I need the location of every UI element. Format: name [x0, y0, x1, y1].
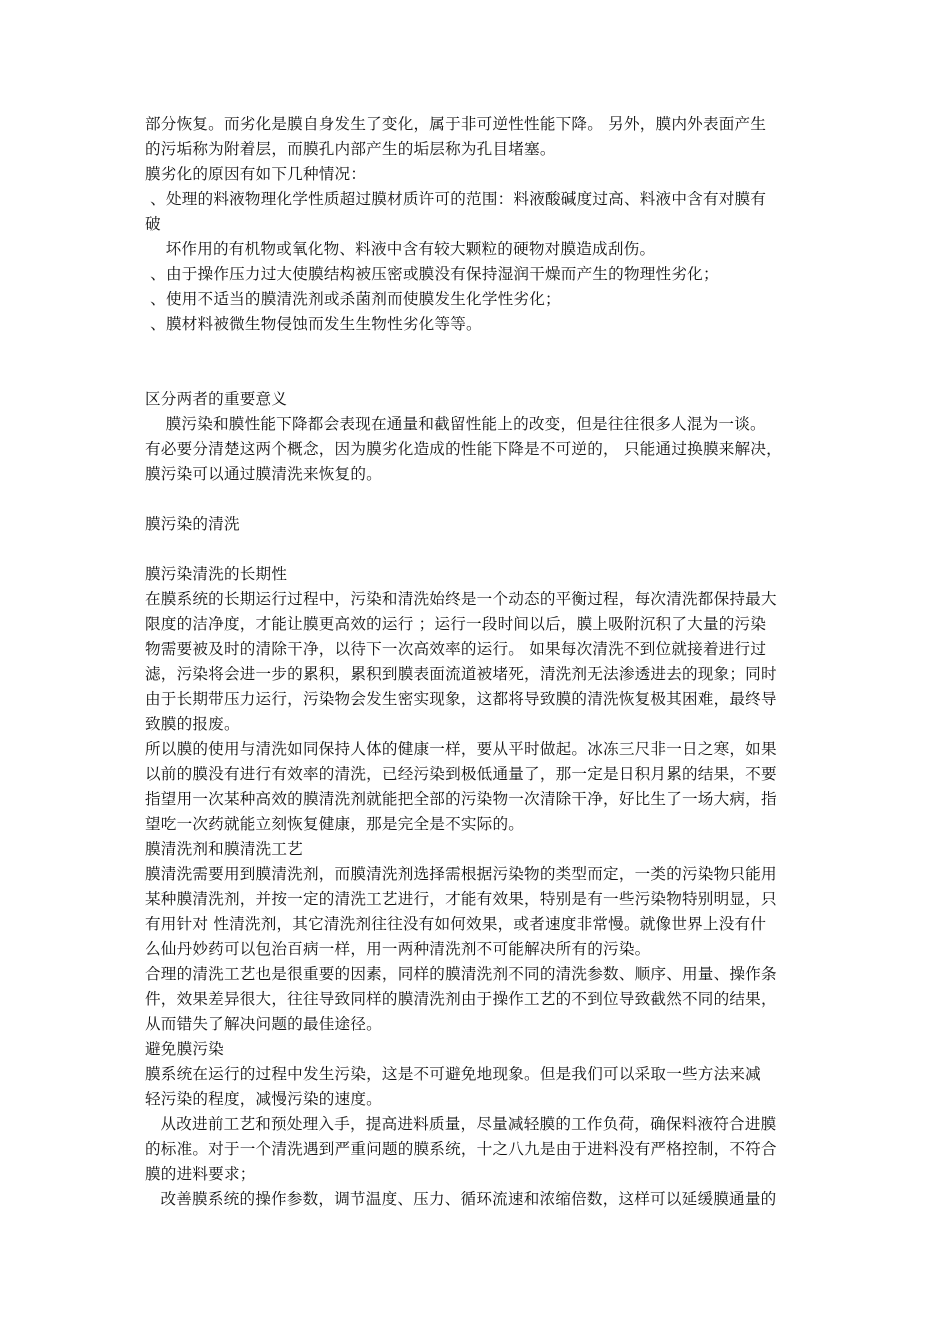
text-line: 膜系统在运行的过程中发生污染，这是不可避免地现象。但是我们可以采取一些方法来减 — [145, 1065, 761, 1083]
blank-line — [145, 487, 815, 512]
text-line: 区分两者的重要意义 — [145, 390, 288, 408]
text-line: 的污垢称为附着层，而膜孔内部产生的垢层称为孔目堵塞。 — [145, 140, 556, 158]
blank-line — [145, 337, 815, 362]
text-line: 滤，污染将会进一步的累积，累积到膜表面流道被堵死，清洗剂无法渗透进去的现象；同时 — [145, 665, 777, 683]
text-line: 、处理的料液物理化学性质超过膜材质许可的范围：料液酸碱度过高、料液中含有对膜有 — [145, 190, 767, 208]
text-line: 在膜系统的长期运行过程中，污染和清洗始终是一个动态的平衡过程，每次清洗都保持最大 — [145, 590, 777, 608]
blank-line — [145, 362, 815, 387]
text-line: 么仙丹妙药可以包治百病一样，用一两种清洗剂不可能解决所有的污染。 — [145, 940, 651, 958]
text-line: 膜清洗需要用到膜清洗剂，而膜清洗剂选择需根据污染物的类型而定，一类的污染物只能用 — [145, 865, 777, 883]
text-line: 件，效果差异很大，往往导致同样的膜清洗剂由于操作工艺的不到位导致截然不同的结果， — [145, 990, 777, 1008]
text-line: 坏作用的有机物或氧化物、料液中含有较大颗粒的硬物对膜造成刮伤。 — [145, 240, 656, 258]
text-line: 由于长期带压力运行，污染物会发生密实现象，这都将导致膜的清洗恢复极其困难，最终导 — [145, 690, 777, 708]
text-line: 所以膜的使用与清洗如同保持人体的健康一样，要从平时做起。冰冻三尺非一日之寒，如果 — [145, 740, 777, 758]
text-line: 有必要分清楚这两个概念，因为膜劣化造成的性能下降是不可逆的， 只能通过换膜来解决， — [145, 440, 782, 458]
text-line: 膜污染可以通过膜清洗来恢复的。 — [145, 465, 382, 483]
text-line: 某种膜清洗剂，并按一定的清洗工艺进行，才能有效果，特别是有一些污染物特别明显，只 — [145, 890, 777, 908]
blank-line — [145, 537, 815, 562]
text-line: 、由于操作压力过大使膜结构被压密或膜没有保持湿润干燥而产生的物理性劣化； — [145, 265, 719, 283]
text-line: 望吃一次药就能立刻恢复健康，那是完全是不实际的。 — [145, 815, 525, 833]
text-line: 指望用一次某种高效的膜清洗剂就能把全部的污染物一次清除干净，好比生了一场大病，指 — [145, 790, 777, 808]
text-line: 从改进前工艺和预处理入手，提高进料质量，尽量减轻膜的工作负荷，确保料液符合进膜 — [145, 1115, 777, 1133]
text-line: 膜清洗剂和膜清洗工艺 — [145, 840, 303, 858]
text-line: 部分恢复。而劣化是膜自身发生了变化，属于非可逆性性能下降。 另外，膜内外表面产生 — [145, 115, 767, 133]
text-line: 膜污染的清洗 — [145, 515, 240, 533]
text-line: 从而错失了解决问题的最佳途径。 — [145, 1015, 382, 1033]
text-line: 有用针对 性清洗剂，其它清洗剂往往没有如何效果，或者速度非常慢。就像世界上没有什 — [145, 915, 767, 933]
text-line: 的标准。对于一个清洗遇到严重问题的膜系统，十之八九是由于进料没有严格控制，不符合 — [145, 1140, 777, 1158]
text-line: 改善膜系统的操作参数，调节温度、压力、循环流速和浓缩倍数，这样可以延缓膜通量的 — [145, 1190, 777, 1208]
text-line: 、膜材料被微生物侵蚀而发生生物性劣化等等。 — [145, 315, 482, 333]
text-line: 避免膜污染 — [145, 1040, 224, 1058]
text-line: 轻污染的程度，减慢污染的速度。 — [145, 1090, 382, 1108]
text-line: 以前的膜没有进行有效率的清洗，已经污染到极低通量了，那一定是日积月累的结果，不要 — [145, 765, 777, 783]
text-line: 膜污染清洗的长期性 — [145, 565, 288, 583]
text-line: 限度的洁净度，才能让膜更高效的运行 ；运行一段时间以后，膜上吸附沉积了大量的污染 — [145, 615, 767, 633]
text-line: 膜的进料要求； — [145, 1165, 256, 1183]
body-text — [145, 112, 815, 1212]
text-line: 致膜的报废。 — [145, 715, 240, 733]
text-line: 合理的清洗工艺也是很重要的因素，同样的膜清洗剂不同的清洗参数、顺序、用量、操作条 — [145, 965, 777, 983]
text-line: 膜污染和膜性能下降都会表现在通量和截留性能上的改变，但是往往很多人混为一谈。 — [145, 415, 766, 433]
text-line: 、使用不适当的膜清洗剂或杀菌剂而使膜发生化学性劣化； — [145, 290, 561, 308]
text-line: 物需要被及时的清除干净，以待下一次高效率的运行。 如果每次清洗不到位就接着进行过 — [145, 640, 767, 658]
text-line: 膜劣化的原因有如下几种情况： — [145, 165, 367, 183]
text-line: 破 — [145, 215, 161, 233]
